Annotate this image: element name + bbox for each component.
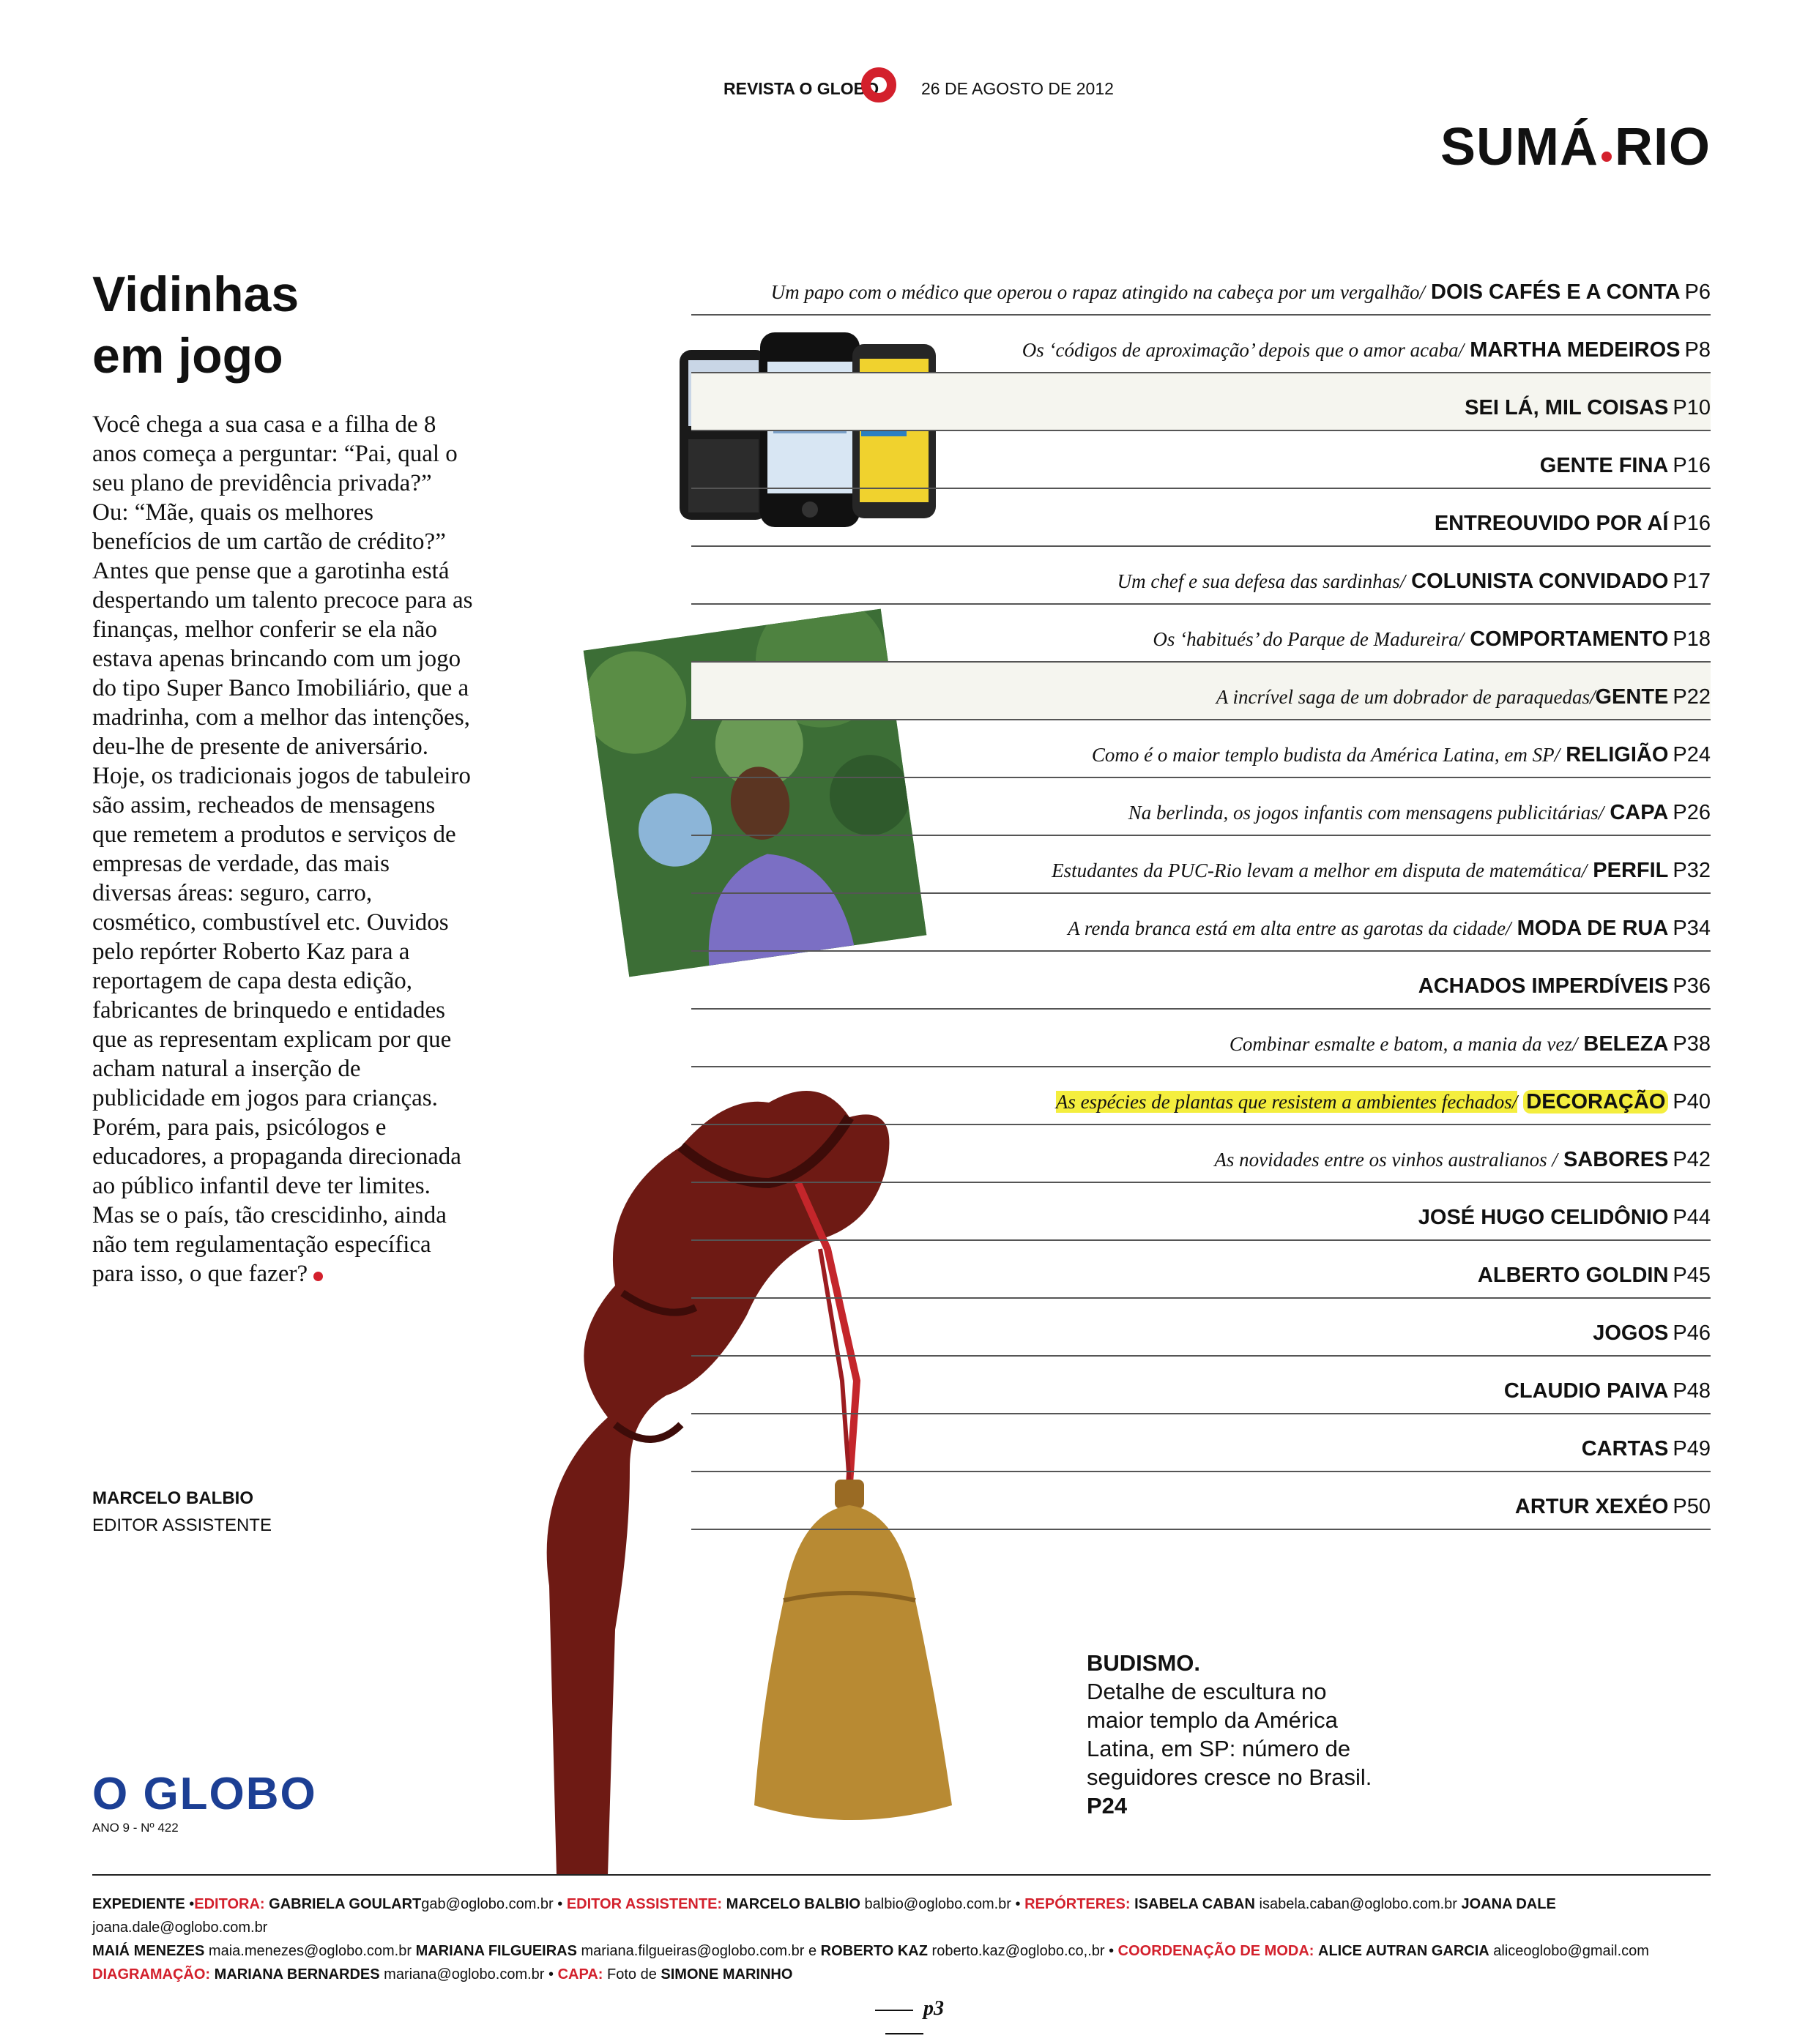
toc-section: MARTHA MEDEIROS	[1470, 338, 1681, 362]
headline-line1: Vidinhas	[92, 266, 300, 322]
toc-section: ARTUR XEXÉO	[1514, 1495, 1669, 1518]
toc-section: ALBERTO GOLDIN	[1477, 1264, 1669, 1287]
red-dot-icon	[1601, 152, 1612, 162]
section-title-right: RIO	[1614, 118, 1711, 176]
toc-page: P22	[1673, 685, 1711, 709]
toc-row[interactable]	[691, 778, 1711, 836]
credit-email[interactable]: isabela.caban@oglobo.com.br	[1259, 1896, 1457, 1912]
toc-section: PERFIL	[1593, 859, 1669, 882]
toc-row[interactable]	[691, 431, 1711, 489]
toc-row[interactable]	[691, 373, 1711, 431]
toc-row[interactable]	[691, 547, 1711, 605]
publication-name: REVISTA O GLOBO	[723, 79, 879, 98]
credit-conjunction: e	[808, 1943, 817, 1959]
credit-email[interactable]: aliceoglobo@gmail.com	[1493, 1943, 1649, 1959]
editorial-body-text: Você chega a sua casa e a filha de 8 anos começa a perguntar: “Pai, qual o seu plano de previdência privada?” Ou: “Mãe, quais os melhores benefícios de um cartão de crédito?” Antes que pense que a garotinha está despertando um talento precoce para as finanças, melhor conferir se ela não estava apenas brincando com um jogo do tipo Super Banco Imobiliário, que a madrinha, com a melhor das intenções, deu-lhe de presente de aniversário. Hoje, os tradicionais jogos de tabuleiro são assim, recheados de mensagens que remetem a produtos e serviços de empresas de verdade, das mais diversas áreas: seguro, carro, cosmético, combustível etc. Ouvidos pelo repórter Roberto Kaz para a reportagem de capa desta edição, fabricantes de brinquedo e entidades que as representam explicam por que acham natural a inserção de publicidade em jogos para crianças. Porém, para pais, psicólogos e educadores, a propaganda direcionada ao público infantil deve ter limites. Mas se o país, tão crescidinho, ainda não tem regulamentação específica para isso, o que fazer?	[92, 411, 473, 1287]
credit-email[interactable]: joana.dale@oglobo.com.br	[92, 1920, 268, 1936]
credit-name: SIMONE MARINHO	[661, 1966, 793, 1983]
credit-email[interactable]: roberto.kaz@oglobo.co,.br	[931, 1943, 1105, 1959]
toc-page: P46	[1673, 1321, 1711, 1345]
toc-page: P16	[1673, 512, 1711, 535]
credit-label: REPÓRTERES:	[1024, 1896, 1131, 1912]
section-title-left: SUMÁ	[1440, 118, 1599, 176]
credit-label: COORDENAÇÃO DE MODA:	[1117, 1943, 1314, 1959]
toc-page: P49	[1673, 1437, 1711, 1461]
toc-page: P44	[1673, 1206, 1711, 1229]
credit-label: DIAGRAMAÇÃO:	[92, 1966, 211, 1983]
toc-description: Um chef e sua defesa das sardinhas/	[1117, 570, 1406, 592]
toc-page: P24	[1673, 743, 1711, 766]
credit-label: CAPA:	[557, 1966, 603, 1983]
toc-row[interactable]	[691, 1357, 1711, 1414]
o-globo-logo: O GLOBO	[92, 1769, 317, 1819]
credit-name: JOANA DALE	[1461, 1896, 1556, 1912]
toc-row[interactable]	[691, 663, 1711, 720]
toc-row-highlighted[interactable]	[691, 1067, 1711, 1125]
credit-name: MAIÁ MENEZES	[92, 1943, 205, 1959]
toc-row[interactable]	[691, 316, 1711, 373]
toc-page: P40	[1673, 1090, 1711, 1114]
toc-description: A renda branca está em alta entre as garotas da cidade/	[1068, 917, 1511, 939]
toc-section: SABORES	[1563, 1148, 1669, 1171]
table-of-contents	[691, 258, 1711, 1530]
toc-section: ENTREOUVIDO POR AÍ	[1434, 512, 1669, 535]
toc-row[interactable]	[691, 1299, 1711, 1357]
toc-page: P26	[1673, 801, 1711, 824]
editorial-headline	[92, 264, 385, 387]
credit-email[interactable]: maia.menezes@oglobo.com.br	[208, 1943, 412, 1959]
toc-section: DECORAÇÃO	[1526, 1090, 1666, 1114]
toc-section: CARTAS	[1581, 1437, 1669, 1461]
toc-page: P32	[1673, 859, 1711, 882]
toc-description: A incrível saga de um dobrador de paraquedas/	[1216, 686, 1596, 708]
toc-section: DOIS CAFÉS E A CONTA	[1431, 280, 1681, 304]
toc-page: P8	[1684, 338, 1711, 362]
section-title	[1440, 117, 1711, 177]
credit-email[interactable]: mariana@oglobo.com.br	[384, 1966, 545, 1983]
toc-description: Como é o maior templo budista da América Latina, em SP/	[1091, 744, 1560, 766]
toc-row[interactable]	[691, 1241, 1711, 1299]
toc-page: P10	[1673, 396, 1711, 419]
issue-date: 26 DE AGOSTO DE 2012	[921, 79, 1114, 98]
caption-page: P24	[1087, 1793, 1128, 1819]
toc-description: Os ‘códigos de aproximação’ depois que o amor acaba/	[1022, 339, 1465, 361]
edition-number: ANO 9 - Nº 422	[92, 1821, 179, 1835]
credit-name: GABRIELA GOULART	[269, 1896, 422, 1912]
toc-row[interactable]	[691, 489, 1711, 547]
credit-name: MARIANA BERNARDES	[214, 1966, 380, 1983]
credit-label: EDITOR ASSISTENTE:	[566, 1896, 723, 1912]
toc-page: P45	[1673, 1264, 1711, 1287]
globo-ring-logo-icon	[861, 67, 896, 102]
toc-page: P36	[1673, 974, 1711, 998]
toc-row[interactable]	[691, 1472, 1711, 1530]
toc-section: ACHADOS IMPERDÍVEIS	[1418, 974, 1669, 998]
caption-title: BUDISMO.	[1087, 1650, 1200, 1676]
toc-page: P17	[1673, 570, 1711, 593]
expediente-credits: EXPEDIENTE •EDITORA: GABRIELA GOULARTgab@oglobo.com.br • EDITOR ASSISTENTE: MARCELO BALBIO balbio@oglobo.com.br • REPÓRTERES: ISABELA CABAN isabela.caban@oglobo.com.br JOANA DALE joana.dale@oglobo.com.br MAIÁ MENEZES maia.menezes@oglobo.com.br MARIANA FILGUEIRAS mariana.filgueiras@oglobo.com.br e ROBERTO KAZ roberto.kaz@oglobo.co,.br • COORDENAÇÃO DE MODA: ALICE AUTRAN GARCIA aliceoglobo@gmail.com DIAGRAMAÇÃO: MARIANA BERNARDES mariana@oglobo.com.br • CAPA: Foto de SIMONE MARINHO	[92, 1896, 1649, 1983]
credit-name: MARCELO BALBIO	[726, 1896, 860, 1912]
toc-description: Na berlinda, os jogos infantis com mensagens publicitárias/	[1128, 802, 1604, 824]
footer-divider	[92, 1874, 1711, 1876]
toc-section: JOGOS	[1593, 1321, 1669, 1345]
toc-section: BELEZA	[1583, 1032, 1669, 1056]
author-role: EDITOR ASSISTENTE	[92, 1515, 272, 1535]
credit-name: ISABELA CABAN	[1134, 1896, 1255, 1912]
toc-description: As espécies de plantas que resistem a ambientes fechados/	[1055, 1091, 1518, 1113]
credit-name: ALICE AUTRAN GARCIA	[1318, 1943, 1489, 1959]
toc-section: COLUNISTA CONVIDADO	[1411, 570, 1669, 593]
toc-row[interactable]	[691, 1125, 1711, 1183]
credit-label: EDITORA:	[194, 1896, 265, 1912]
toc-row[interactable]	[691, 605, 1711, 663]
toc-row[interactable]	[691, 258, 1711, 316]
expediente-label: EXPEDIENTE	[92, 1896, 185, 1912]
toc-description: Estudantes da PUC-Rio levam a melhor em disputa de matemática/	[1052, 859, 1588, 881]
credit-name: MARIANA FILGUEIRAS	[415, 1943, 577, 1959]
credit-email[interactable]: balbio@oglobo.com.br	[864, 1896, 1011, 1912]
toc-row[interactable]	[691, 1414, 1711, 1472]
headline-line2: em jogo	[92, 328, 283, 384]
toc-section: GENTE	[1595, 685, 1669, 709]
toc-description: Os ‘habitués’ do Parque de Madureira/	[1153, 628, 1465, 650]
toc-section: CAPA	[1610, 801, 1669, 824]
credit-text: Foto de	[607, 1966, 657, 1983]
toc-row[interactable]	[691, 894, 1711, 952]
toc-page: P38	[1673, 1032, 1711, 1056]
credit-email[interactable]: gab@oglobo.com.br	[421, 1896, 554, 1912]
toc-page: P48	[1673, 1379, 1711, 1403]
toc-section: GENTE FINA	[1539, 454, 1669, 477]
credit-email[interactable]: mariana.filgueiras@oglobo.com.br	[581, 1943, 805, 1959]
end-mark-icon	[313, 1272, 323, 1281]
toc-description: Combinar esmalte e batom, a mania da vez/	[1229, 1033, 1578, 1055]
toc-section: JOSÉ HUGO CELIDÔNIO	[1418, 1206, 1669, 1229]
toc-description: Um papo com o médico que operou o rapaz atingido na cabeça por um vergalhão/	[770, 281, 1425, 303]
toc-page: P50	[1673, 1495, 1711, 1518]
toc-row[interactable]	[691, 720, 1711, 778]
toc-section: CLAUDIO PAIVA	[1503, 1379, 1669, 1403]
toc-section: MODA DE RUA	[1517, 917, 1669, 940]
toc-page: P6	[1684, 280, 1711, 304]
caption-text: Detalhe de escultura no maior templo da América Latina, em SP: número de seguidores cresce no Brasil.	[1087, 1679, 1372, 1790]
toc-row[interactable]	[691, 836, 1711, 894]
toc-description: As novidades entre os vinhos australianos /	[1214, 1149, 1558, 1171]
editorial-signature	[92, 1485, 272, 1539]
toc-page: P34	[1673, 917, 1711, 940]
toc-row[interactable]	[691, 1183, 1711, 1241]
photo-caption	[1087, 1649, 1380, 1820]
toc-page: P16	[1673, 454, 1711, 477]
credit-name: ROBERTO KAZ	[820, 1943, 928, 1959]
page-number: p3	[842, 1997, 967, 2044]
toc-section: COMPORTAMENTO	[1470, 627, 1669, 651]
toc-row[interactable]	[691, 1010, 1711, 1067]
toc-page: P42	[1673, 1148, 1711, 1171]
toc-section: RELIGIÃO	[1566, 743, 1669, 766]
editorial-body	[92, 410, 473, 1288]
toc-section: SEI LÁ, MIL COISAS	[1465, 396, 1669, 419]
toc-page: P18	[1673, 627, 1711, 651]
toc-row[interactable]	[691, 952, 1711, 1010]
author-name: MARCELO BALBIO	[92, 1488, 253, 1508]
